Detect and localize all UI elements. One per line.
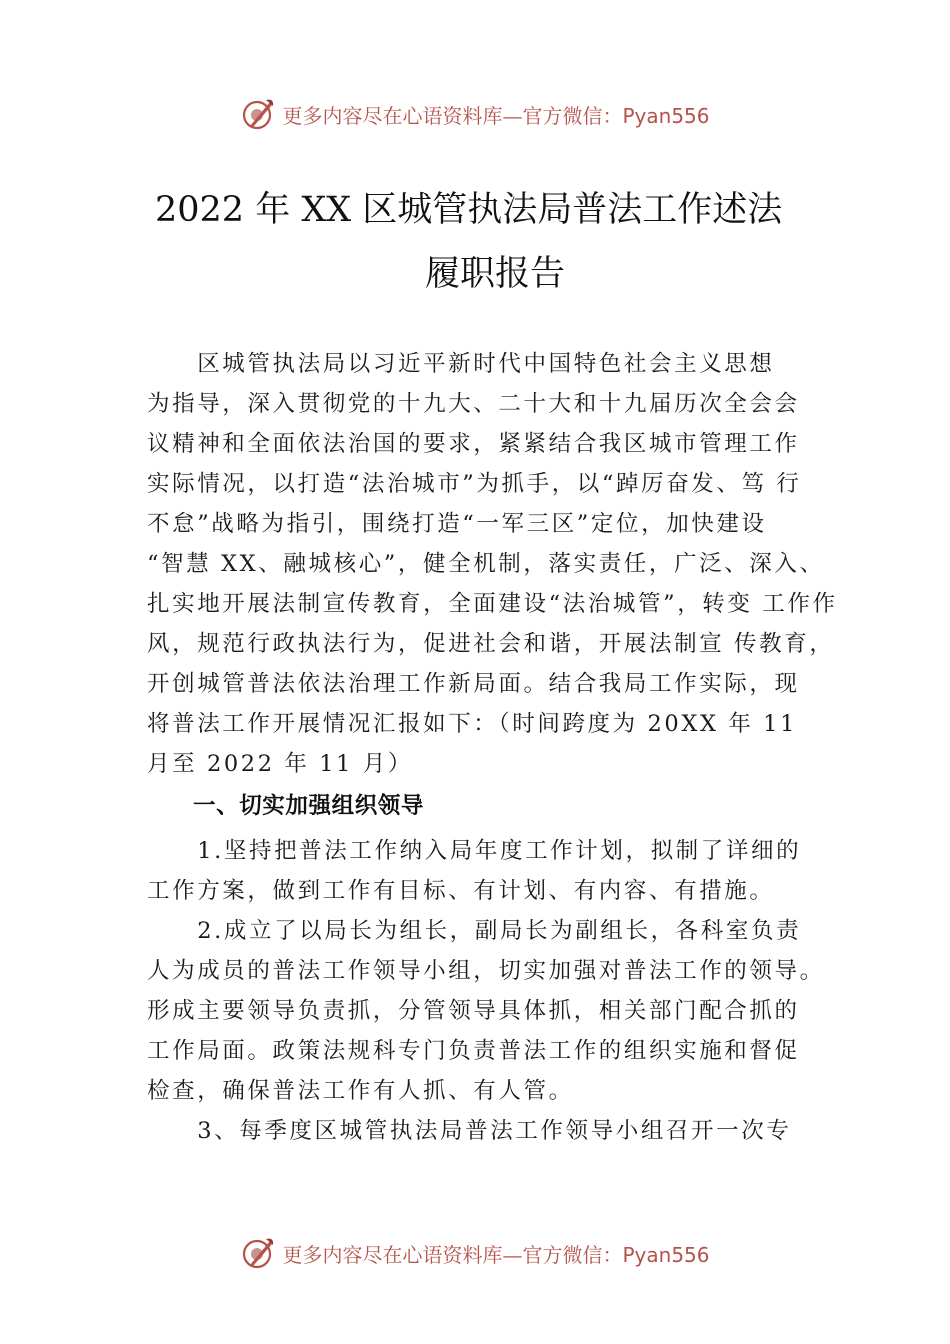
paragraph-line: 风，规范行政执法行为，促进社会和谐，开展法制宣 传教育， bbox=[147, 631, 835, 657]
paragraph-line: 月至 2022 年 11 月） bbox=[147, 751, 413, 777]
paragraph-line: 议精神和全面依法治国的要求，紧紧结合我区城市管理工作 bbox=[147, 431, 800, 457]
paragraph-line: 工作局面。政策法规科专门负责普法工作的组织实施和督促 bbox=[147, 1038, 800, 1064]
paragraph-line: 扎实地开展法制宣传教育，全面建设“法治城管”，转变 工作作 bbox=[147, 591, 838, 617]
section-heading: 一、切实加强组织领导 bbox=[193, 793, 425, 819]
banner-wechat-id: Pyan556 bbox=[622, 1242, 710, 1267]
header-banner bbox=[0, 94, 950, 134]
paragraph-line: 人为成员的普法工作领导小组，切实加强对普法工作的领导。 bbox=[147, 958, 825, 984]
banner-text bbox=[282, 1239, 709, 1268]
paragraph-line: 区城管执法局以习近平新时代中国特色社会主义思想 bbox=[147, 351, 775, 377]
footer-banner bbox=[0, 1233, 950, 1273]
document-title-line1: 2022 年 XX 区城管执法局普法工作述法 bbox=[155, 190, 783, 230]
paragraph-line: 开创城管普法依法治理工作新局面。结合我局工作实际，现 bbox=[147, 671, 800, 697]
banner-text bbox=[282, 100, 709, 129]
paragraph-line: 不怠”战略为指引，围绕打造“一军三区”定位，加快建设 bbox=[147, 511, 767, 537]
banner-wechat-id: Pyan556 bbox=[622, 103, 710, 128]
paragraph-line: 检查，确保普法工作有人抓、有人管。 bbox=[147, 1078, 574, 1104]
paragraph-line: 为指导，深入贯彻党的十九大、二十大和十九届历次全会会 bbox=[147, 391, 800, 417]
paragraph-line: 实际情况，以打造“法治城市”为抓手，以“踔厉奋发、笃 行 bbox=[147, 471, 802, 497]
paragraph-line: 3、每季度区城管执法局普法工作领导小组召开一次专 bbox=[147, 1118, 792, 1144]
quill-pen-icon bbox=[240, 1235, 276, 1271]
paragraph-line: 将普法工作开展情况汇报如下：（时间跨度为 20XX 年 11 bbox=[147, 711, 798, 737]
quill-pen-icon bbox=[240, 96, 276, 132]
paragraph-line: “智慧 XX、融城核心”，健全机制，落实责任，广泛、深入、 bbox=[147, 551, 825, 577]
banner-text-cn: 更多内容尽在心语资料库—官方微信： bbox=[282, 1242, 623, 1267]
paragraph-line: 形成主要领导负责抓，分管领导具体抓，相关部门配合抓的 bbox=[147, 998, 800, 1024]
paragraph-line: 2.成立了以局长为组长，副局长为副组长，各科室负责 bbox=[147, 918, 802, 944]
document-title-line2: 履职报告 bbox=[425, 254, 566, 294]
paragraph-line: 工作方案，做到工作有目标、有计划、有内容、有措施。 bbox=[147, 878, 775, 904]
paragraph-line: 1.坚持把普法工作纳入局年度工作计划，拟制了详细的 bbox=[147, 838, 802, 864]
banner-text-cn: 更多内容尽在心语资料库—官方微信： bbox=[282, 103, 623, 128]
